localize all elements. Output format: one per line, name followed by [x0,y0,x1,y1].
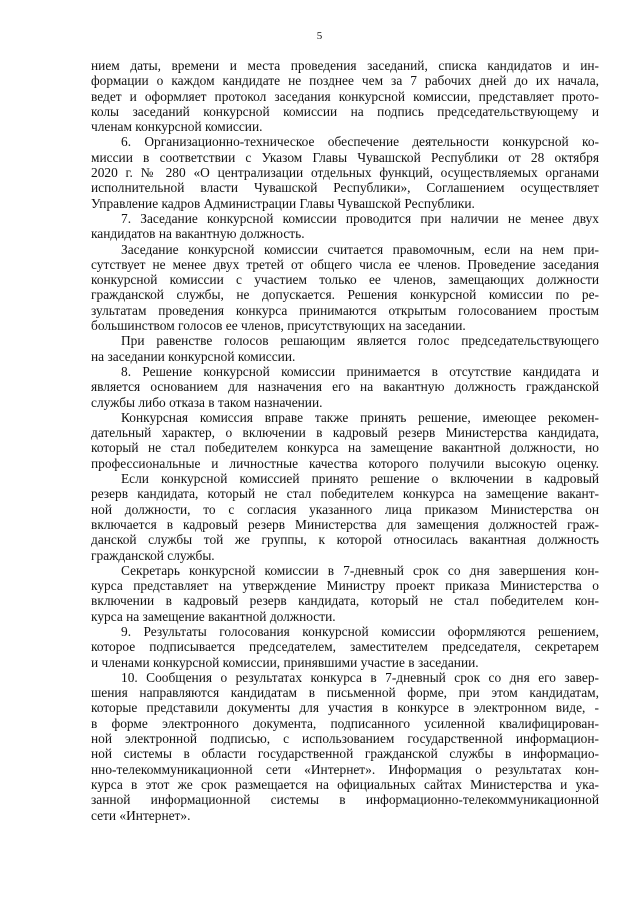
text-line: на заседании конкурсной комиссии. [91,348,296,364]
text-line: гражданской службы, не допускается. Решения конкурсной комиссии по ре- [91,287,599,303]
paragraph-first-line: При равенстве голосов решающим является голос председательствующего [121,333,599,349]
text-line: миссии в соответствии с Указом Главы Чувашской Республики от 28 октября [91,149,599,165]
text-line: включении в кадровый резерв кандидата, который не стал победителем кон- [91,593,599,609]
text-line: включается в кадровый резерв Министерства для замещения должностей граж- [91,516,599,532]
text-line: шения направляются кандидатам в письменной форме, при этом кандидатам, [91,685,599,701]
paragraph-first-line: Заседание конкурсной комиссии считается правомочным, если на нем при- [121,241,599,257]
paragraph-first-line: 10. Сообщения о результатах конкурса в 7-дневный срок со дня его завер- [121,669,599,685]
paragraph-first-line: Конкурсная комиссия вправе также принять решение, имеющее рекомен- [121,409,599,425]
text-line: формации о каждом кандидате не позднее чем за 7 рабочих дней до их начала, [91,73,599,89]
text-line: курса на замещение вакантной должности. [91,608,336,624]
text-line: ведет и оформляет протокол заседания конкурсной комиссии, представляет прото- [91,88,599,104]
text-line: является основанием для назначения его на вакантную должность гражданской [91,379,599,395]
text-line: 2020 г. № 280 «О централизации отдельных функций, осуществляемых органами [91,165,599,181]
text-line: профессиональные и личностные качества которого получили высокую оценку. [91,455,599,471]
text-line: сутствует не менее двух третей от общего числа ее членов. Проведение заседания [91,256,599,272]
text-line: членам конкурсной комиссии. [91,119,263,135]
text-line: конкурсной комиссии с участием только ее членов, замещающих должности [91,272,599,288]
text-line: кандидатов на вакантную должность. [91,226,305,242]
text-line: данской службы той же группы, к которой относилась вакантная должность [91,532,599,548]
text-line: которые представили документы для участия в конкурсе в электронном виде, - [91,700,599,716]
text-line: нно-телекоммуникационной сети «Интернет». Информация о результатах кон- [91,761,599,777]
text-line: курса в этот же срок размещается на официальных сайтах Министерства и ука- [91,776,599,792]
paragraph-first-line: 6. Организационно-техническое обеспечение деятельности конкурсной ко- [121,134,599,150]
text-line: который не стал победителем конкурса на замещение вакантной должности, но [91,440,599,456]
text-line: зультатам проведения конкурса принимаются открытым голосованием простым [91,302,599,318]
text-line: ной должности, то с согласия указанного лица приказом Министерства он [91,501,599,517]
text-line: нием даты, времени и места проведения заседаний, списка кандидатов и ин- [91,58,599,73]
text-line: колы заседаний конкурсной комиссии на подпись председательствующему и [91,103,599,119]
text-line: исполнительной власти Чувашской Республики», Соглашением осуществляет [91,180,599,196]
text-line: резерв кандидата, который не стал победителем конкурса на замещение вакант- [91,486,599,502]
text-line: сети «Интернет». [91,807,191,823]
text-line: в форме электронного документа, подписанного усиленной квалифицирован- [91,715,599,731]
text-line: гражданской службы. [91,547,215,563]
text-line: курса представляет на утверждение Министру проект приказа Министерства о [91,578,599,594]
text-line: и членами конкурсной комиссии, принявшими участие в заседании. [91,654,479,670]
text-line: дательный характер, о включении в кадровый резерв Министерства кандидата, [91,425,599,441]
text-line: большинством голосов ее членов, присутствующих на заседании. [91,318,466,334]
text-line: ной электронной подписью, с использованием государственной информацион- [91,731,599,747]
text-line: службы либо отказа в таком назначении. [91,394,323,410]
document-body [91,58,599,823]
page-number: 5 [316,30,323,42]
text-line: занной информационной системы в информационно-телекоммуникационной [91,792,599,808]
text-line: ной системы в области государственной гражданской службы в информацио- [91,746,599,762]
paragraph-first-line: 9. Результаты голосования конкурсной комиссии оформляются решением, [121,623,599,639]
text-line: которое подписывается председателем, заместителем председателя, секретарем [91,639,599,655]
text-line: Управление кадров Администрации Главы Чувашской Республики. [91,195,475,211]
paragraph-first-line: Если конкурсной комиссией принято решение о включении в кадровый [121,471,599,487]
paragraph-first-line: 8. Решение конкурсной комиссии принимается в отсутствие кандидата и [121,363,599,379]
paragraph-first-line: 7. Заседание конкурсной комиссии проводится при наличии не менее двух [121,210,599,226]
paragraph-first-line: Секретарь конкурсной комиссии в 7-дневный срок со дня завершения кон- [121,562,599,578]
